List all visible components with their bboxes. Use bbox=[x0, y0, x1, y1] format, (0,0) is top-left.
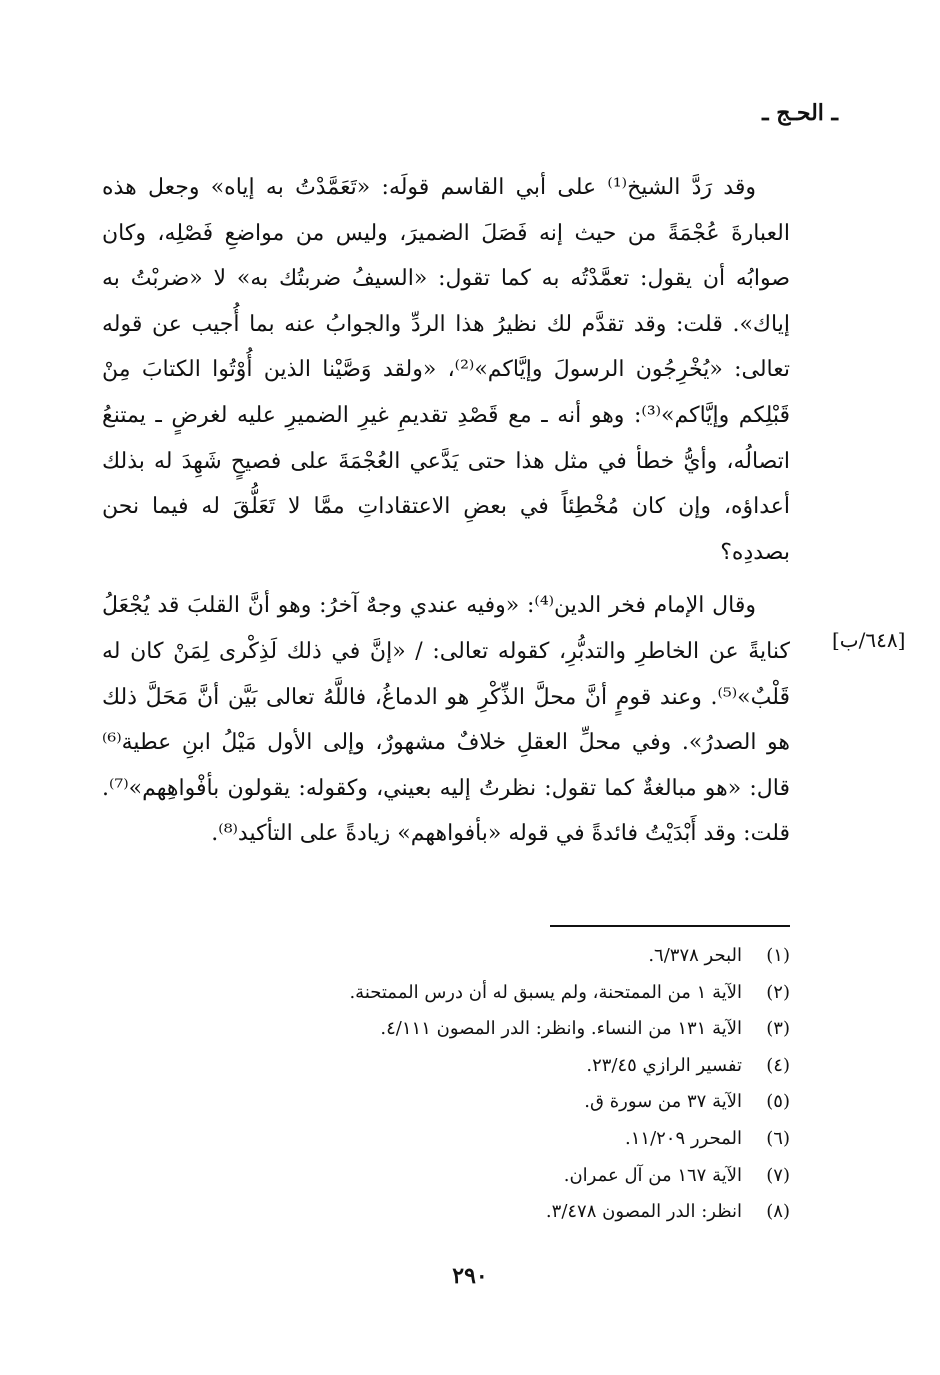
footnote-text: تفسير الرازي ٢٣/٤٥. bbox=[586, 1054, 742, 1076]
paragraph: وقال الإمام فخر الدين⁽⁴⁾: «وفيه عندي وجهٌ آخرُ: وهو أنَّ القلبَ قد يُجْعَلُ كنايةً عن الخاطرِ والتدبُّرِ، كقوله تعالى: / «إنَّ في ذلك لَذِكْرى لِمَنْ كان له قَلْبٌ»⁽⁵⁾. وعند قومٍ أنَّ محلَّ الذِّكْرِ هو الدماغُ، فاللَّهُ تعالى بَيَّن أنَّ مَحَلَّ ذلك هو الصدرُ». وفي محلِّ العقلِ خلافٌ مشهورٌ، وإلى الأول مَيْلُ ابنِ عطية⁽⁶⁾ قال: «هو مبالغةٌ كما تقول: نظرتُ إليه بعيني، وكقوله: يقولون بأفْواهِهم»⁽⁷⁾. قلت: وقد أَبْدَيْتُ فائدةً في قوله «بأفواههم» زيادةً على التأكيد⁽⁸⁾. bbox=[102, 593, 790, 847]
page-number: ٢٩٠ bbox=[452, 1263, 488, 1289]
footnote-text: الآية ١٦٧ من آل عمران. bbox=[563, 1164, 742, 1186]
footnote-text: الآية ٣٧ من سورة ق. bbox=[584, 1091, 742, 1113]
footnote-text: البحر ٦/٣٧٨. bbox=[648, 945, 742, 966]
footnote bbox=[150, 975, 790, 1012]
footnote-number: (٦) bbox=[766, 1127, 790, 1149]
footnote-number: (٤) bbox=[766, 1054, 790, 1076]
footnote-text: المحرر ١١/٢٠٩. bbox=[625, 1127, 742, 1149]
footnote-text: الآية ١ من الممتحنة، ولم يسبق له أن درس الممتحنة. bbox=[349, 981, 742, 1003]
footnote bbox=[150, 938, 790, 975]
running-header: ـ الحـج ـ bbox=[762, 100, 838, 126]
footnote bbox=[150, 1121, 790, 1158]
footnote-number: (٢) bbox=[766, 981, 790, 1003]
footnote bbox=[150, 1194, 790, 1231]
footnote-text: انظر: الدر المصون ٣/٤٧٨. bbox=[545, 1201, 742, 1223]
folio-marker: [٦٤٨/ب] bbox=[832, 628, 906, 652]
footnote-number: (٧) bbox=[766, 1164, 790, 1186]
main-text bbox=[102, 165, 790, 857]
footnote bbox=[150, 1048, 790, 1085]
footnote-number: (٥) bbox=[766, 1091, 790, 1113]
footnote-number: (٣) bbox=[766, 1018, 790, 1040]
footnote-number: (١) bbox=[766, 945, 790, 966]
footnotes-list bbox=[150, 938, 790, 1231]
footnote bbox=[150, 1084, 790, 1121]
paragraph: وقد رَدَّ الشيخ⁽¹⁾ على أبي القاسم قولَه: «تَعَمَّدْتُ به إياه» وجعل هذه العبارةَ عُجْمَةً من حيث إنه فَصَلَ الضميرَ، وليس من مواضعِ فَصْلِه، وكان صوابُه أن يقول: تعمَّدْتُه به كما تقول: «السيفُ ضربتُك به» لا «ضربْتُ به إياك». قلت: وقد تقدَّم لك نظيرُ هذا الردِّ والجوابُ عنه بما أُجيب عن قوله تعالى: «يُخْرِجُون الرسولَ وإيَّاكم»⁽²⁾، «ولقد وَصَّيْنا الذين أُوْتُوا الكتابَ مِنْ قَبْلِكم وإيَّاكم»⁽³⁾: وهو أنه ـ مع قَصْدِ تقديمِ غيرِ الضميرِ عليه لغرضٍ ـ يمتنعُ اتصالُه، وأيُّ خطأ في مثل هذا حتى يَدَّعي العُجْمَةَ على فصيحٍ شَهِدَ له بذلك أعداؤه، وإن كان مُخْطِئاً في بعضِ الاعتقاداتِ ممَّا لا تَعَلُّقَ له فيما نحن بصددِه؟ bbox=[102, 175, 791, 565]
footnote bbox=[150, 1158, 790, 1195]
footnote-text: الآية ١٣١ من النساء. وانظر: الدر المصون ٤/١١١. bbox=[380, 1018, 742, 1040]
footnote-number: (٨) bbox=[766, 1201, 790, 1223]
footnote-separator bbox=[550, 925, 790, 927]
footnote bbox=[150, 1011, 790, 1048]
